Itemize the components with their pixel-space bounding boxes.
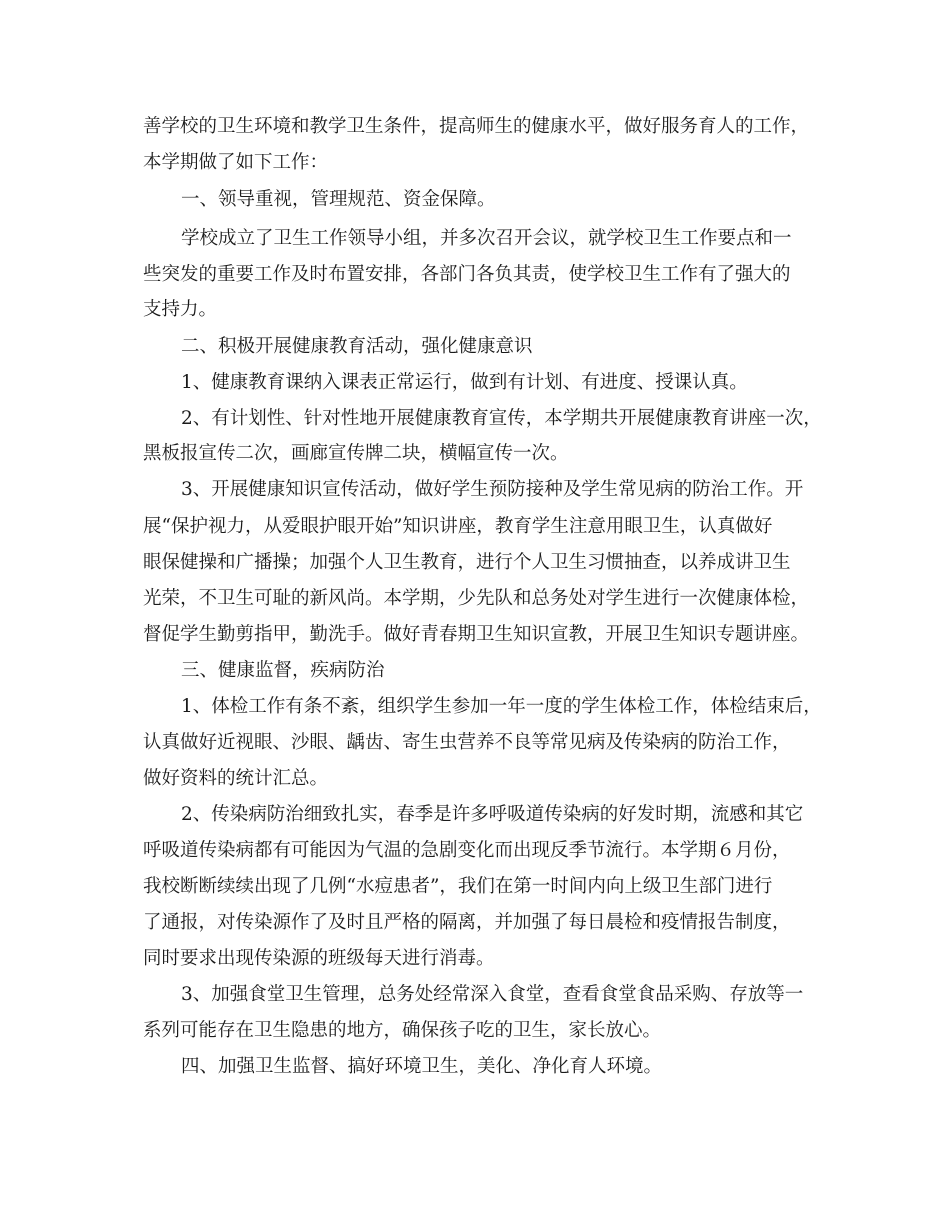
text-line: 学校成立了卫生工作领导小组，并多次召开会议，就学校卫生工作要点和一 (181, 228, 792, 249)
text-line: 1、健康教育课纳入课表正常运行，做到有计划、有进度、授课认真。 (181, 372, 748, 393)
text-line: 了通报，对传染源作了及时且严格的隔离，并加强了每日晨检和疫情报告制度， (143, 912, 791, 933)
text-line: 同时要求出现传染源的班级每天进行消毒。 (143, 948, 495, 969)
text-line: 黑板报宣传二次，画廊宣传牌二块，横幅宣传一次。 (143, 443, 569, 464)
text-line: 系列可能存在卫生隐患的地方，确保孩子吃的卫生，家长放心。 (143, 1020, 662, 1041)
text-line: 督促学生勤剪指甲，勤洗手。做好青春期卫生知识宣教，开展卫生知识专题讲座。 (143, 624, 810, 645)
text-line: 认真做好近视眼、沙眼、龋齿、寄生虫营养不良等常见病及传染病的防治工作， (143, 732, 791, 753)
section-heading: 一、领导重视，管理规范、资金保障。 (181, 189, 496, 210)
section-heading: 二、积极开展健康教育活动，强化健康意识 (181, 336, 533, 357)
text-line: 2、传染病防治细致扎实，春季是许多呼吸道传染病的好发时期，流感和其它 (181, 804, 804, 825)
text-line: 展“保护视力，从爱眼护眼开始”知识讲座，教育学生注意用眼卫生，认真做好 (143, 516, 773, 537)
text-line: 我校断断续续出现了几例“水痘患者”，我们在第一时间内向上级卫生部门进行 (143, 876, 773, 897)
section-heading: 四、加强卫生监督、搞好环境卫生，美化、净化育人环境。 (181, 1056, 663, 1077)
text-line: 支持力。 (143, 299, 218, 320)
section-heading: 三、健康监督，疾病防治 (181, 660, 385, 681)
text-line: 些突发的重要工作及时布置安排，各部门各负其责，使学校卫生工作有了强大的 (143, 264, 791, 285)
text-line: 善学校的卫生环境和教学卫生条件，提高师生的健康水平，做好服务育人的工作， (143, 116, 810, 137)
text-line: 光荣，不卫生可耻的新风尚。本学期，少先队和总务处对学生进行一次健康体检， (143, 588, 810, 609)
text-line: 3、加强食堂卫生管理，总务处经常深入食堂，查看食堂食品采购、存放等一 (181, 984, 804, 1005)
text-line: 2、有计划性、针对性地开展健康教育宣传，本学期共开展健康教育讲座一次， (181, 408, 822, 429)
text-line: 1、体检工作有条不紊，组织学生参加一年一度的学生体检工作，体检结束后， (181, 696, 822, 717)
text-line: 眼保健操和广播操；加强个人卫生教育，进行个人卫生习惯抽查，以养成讲卫生 (143, 552, 791, 573)
text-line: 呼吸道传染病都有可能因为气温的急剧变化而出现反季节流行。本学期６月份， (143, 840, 791, 861)
text-line: 本学期做了如下工作： (143, 152, 329, 173)
text-line: 做好资料的统计汇总。 (143, 768, 329, 789)
text-line: 3、开展健康知识宣传活动，做好学生预防接种及学生常见病的防治工作。开 (181, 479, 804, 500)
